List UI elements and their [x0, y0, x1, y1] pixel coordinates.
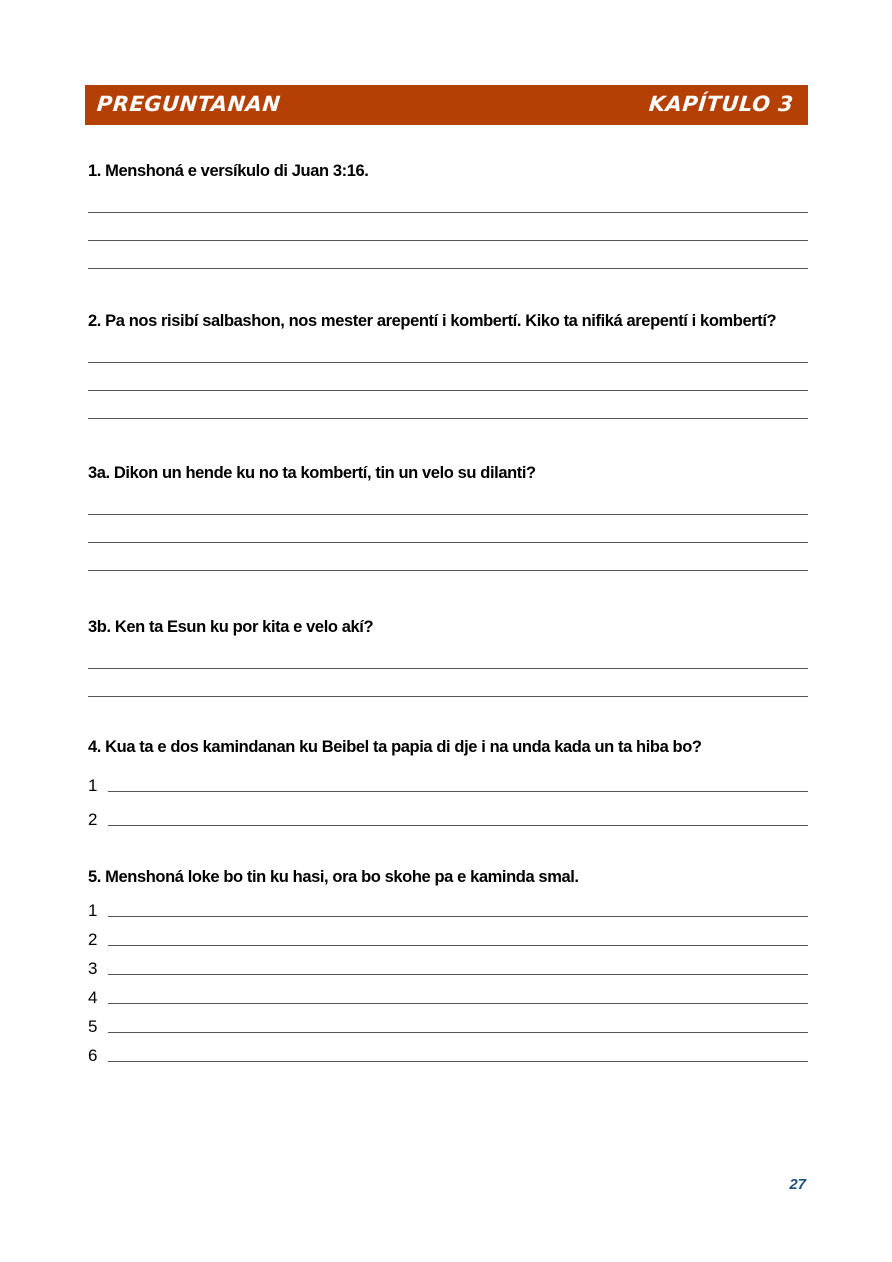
question-3a-answer-lines [88, 487, 808, 571]
answer-number: 4 [88, 988, 98, 1007]
answer-number: 6 [88, 1046, 98, 1065]
numbered-answer-row [88, 1036, 808, 1065]
answer-number: 2 [88, 810, 98, 829]
question-5-text: 5. Menshoná loke bo tin ku hasi, ora bo skohe pa e kaminda smal. [88, 868, 579, 886]
answer-line [88, 543, 808, 571]
answer-line [108, 825, 808, 826]
answer-line [108, 916, 808, 917]
question-4-numbered-answers [88, 761, 808, 829]
answer-line [108, 1032, 808, 1033]
answer-line [108, 1003, 808, 1004]
question-5 [88, 863, 808, 1065]
question-2-text: 2. Pa nos risibí salbashon, nos mester arepentí i kombertí. Kiko ta nifiká arepentí i kombertí? [88, 312, 777, 330]
numbered-answer-row [88, 1007, 808, 1036]
question-3a [88, 459, 808, 571]
section-header-bar [85, 85, 808, 125]
answer-line [88, 641, 808, 669]
answer-number: 1 [88, 776, 98, 795]
answer-line [108, 1061, 808, 1062]
answer-line [108, 974, 808, 975]
numbered-answer-row [88, 761, 808, 795]
question-1-answer-lines [88, 185, 808, 269]
answer-line [88, 363, 808, 391]
answer-line [88, 515, 808, 543]
question-3b-text: 3b. Ken ta Esun ku por kita e velo akí? [88, 618, 374, 636]
question-3a-text: 3a. Dikon un hende ku no ta kombertí, tin un velo su dilanti? [88, 464, 536, 482]
numbered-answer-row [88, 978, 808, 1007]
numbered-answer-row [88, 920, 808, 949]
numbered-answer-row [88, 795, 808, 829]
question-4 [88, 733, 808, 829]
page-number: 27 [789, 1176, 806, 1193]
question-1 [88, 157, 808, 269]
answer-number: 1 [88, 901, 98, 920]
answer-number: 2 [88, 930, 98, 949]
question-2-answer-lines [88, 335, 808, 419]
answer-line [108, 791, 808, 792]
answer-line [108, 945, 808, 946]
answer-line [88, 213, 808, 241]
answer-line [88, 335, 808, 363]
question-3b-answer-lines [88, 641, 808, 697]
question-5-numbered-answers [88, 891, 808, 1065]
numbered-answer-row [88, 949, 808, 978]
answer-number: 5 [88, 1017, 98, 1036]
question-3b [88, 613, 808, 697]
answer-line [88, 487, 808, 515]
section-title: PREGUNTANAN [95, 92, 282, 116]
answer-line [88, 185, 808, 213]
answer-line [88, 241, 808, 269]
question-1-text: 1. Menshoná e versíkulo di Juan 3:16. [88, 162, 369, 180]
answer-line [88, 391, 808, 419]
chapter-label: KAPÍTULO 3 [648, 92, 796, 116]
answer-number: 3 [88, 959, 98, 978]
answer-line [88, 669, 808, 697]
question-2 [88, 307, 808, 419]
question-4-text: 4. Kua ta e dos kamindanan ku Beibel ta papia di dje i na unda kada un ta hiba bo? [88, 738, 702, 756]
numbered-answer-row [88, 891, 808, 920]
questions-area [88, 125, 808, 1065]
